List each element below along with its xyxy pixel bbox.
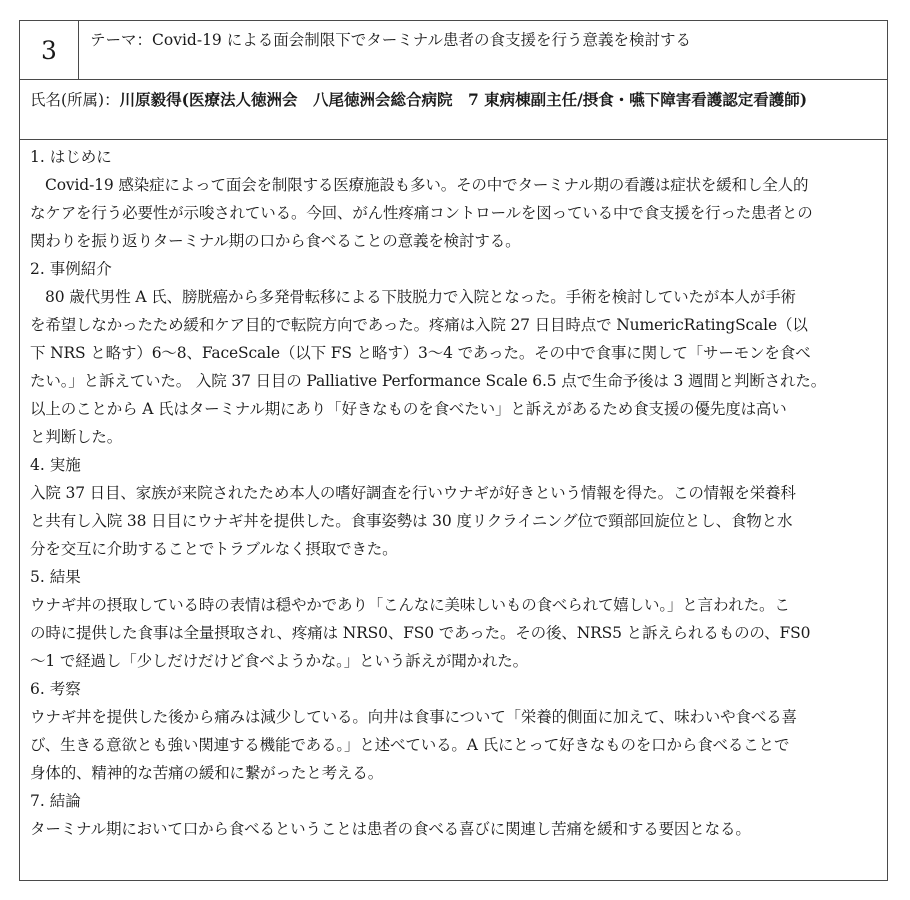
- paragraph-line: ウナギ丼を提供した後から痛みは減少している。向井は食事について「栄養的側面に加えて、味わいや食べる喜: [30, 708, 797, 726]
- header-row: [20, 21, 887, 80]
- section-heading: 2. 事例紹介: [30, 260, 112, 278]
- paragraph-line: 下 NRS と略す）6〜8、FaceScale（以下 FS と略す）3〜4 であった。その中で食事に関して「サーモンを食べ: [30, 344, 811, 362]
- paragraph-line: 〜1 で経過し「少しだけだけど食べようかな。」という訴えが聞かれた。: [30, 652, 528, 670]
- paragraph-line: 80 歳代男性 A 氏、膀胱癌から多発骨転移による下肢脱力で入院となった。手術を検討していたが本人が手術: [45, 288, 796, 306]
- paragraph-line: なケアを行う必要性が示唆されている。今回、がん性疼痛コントロールを図っている中で食支援を行った患者との: [30, 204, 813, 222]
- paragraph-line: の時に提供した食事は全量摂取され、疼痛は NRS0、FS0 であった。その後、NRS5 と訴えられるものの、FS0: [30, 624, 811, 642]
- paragraph-line: と判断した。: [30, 428, 123, 446]
- paragraph-line: 関わりを振り返りターミナル期の口から食べることの意義を検討する。: [30, 232, 521, 250]
- paragraph-line: び、生きる意欲とも強い関連する機能である。」と述べている。A 氏にとって好きなものを口から食べることで: [30, 736, 790, 754]
- author-label: 氏名(所属)：: [30, 91, 120, 109]
- paragraph-line: 分を交互に介助することでトラブルなく摂取できた。: [30, 540, 398, 558]
- paragraph-line: 身体的、精神的な苦痛の緩和に繋がったと考える。: [30, 764, 384, 782]
- paragraph-line: 入院 37 日目、家族が来院されたため本人の嗜好調査を行いウナギが好きという情報を得た。この情報を栄養科: [30, 484, 796, 502]
- author-row: [20, 79, 887, 140]
- section-heading: 7. 結論: [30, 792, 81, 810]
- section-heading: 4. 実施: [30, 456, 81, 474]
- author-line: [30, 88, 807, 110]
- section-heading: 6. 考察: [30, 680, 81, 698]
- section-heading: 5. 結果: [30, 568, 81, 586]
- paragraph-line: ウナギ丼の摂取している時の表情は穏やかであり「こんなに美味しいもの食べられて嬉しい。」と言われた。こ: [30, 596, 790, 614]
- author-value: 川原毅得(医療法人徳洲会 八尾徳洲会総合病院 7 東病棟副主任/摂食・嚥下障害看護認定看護師): [119, 90, 808, 109]
- paragraph-line: 以上のことから A 氏はターミナル期にあり「好きなものを食べたい」と訴えがあるため食支援の優先度は高い: [30, 400, 787, 418]
- paragraph-line: と共有し入院 38 日目にウナギ丼を提供した。食事姿勢は 30 度リクライニング位で頸部回旋位とし、食物と水: [30, 512, 793, 530]
- section-heading: 1. はじめに: [30, 148, 112, 166]
- paragraph-line: Covid-19 感染症によって面会を制限する医療施設も多い。その中でターミナル期の看護は症状を緩和し全人的: [45, 176, 809, 194]
- abstract-sheet: [19, 20, 888, 881]
- paragraph-line: たい。」と訴えていた。 入院 37 日目の Palliative Performance Scale 6.5 点で生命予後は 3 週間と判断された。: [30, 372, 827, 390]
- abstract-number: 3: [20, 21, 79, 79]
- paragraph-line: を希望しなかったため緩和ケア目的で転院方向であった。疼痛は入院 27 日目時点で NumericRatingScale（以: [30, 316, 808, 334]
- abstract-body: [30, 143, 882, 843]
- theme-title: テーマ：Covid-19 による面会制限下でターミナル患者の食支援を行う意義を検討する: [90, 31, 691, 49]
- paragraph-line: ターミナル期において口から食べるということは患者の食べる喜びに関連し苦痛を緩和する要因となる。: [30, 820, 751, 838]
